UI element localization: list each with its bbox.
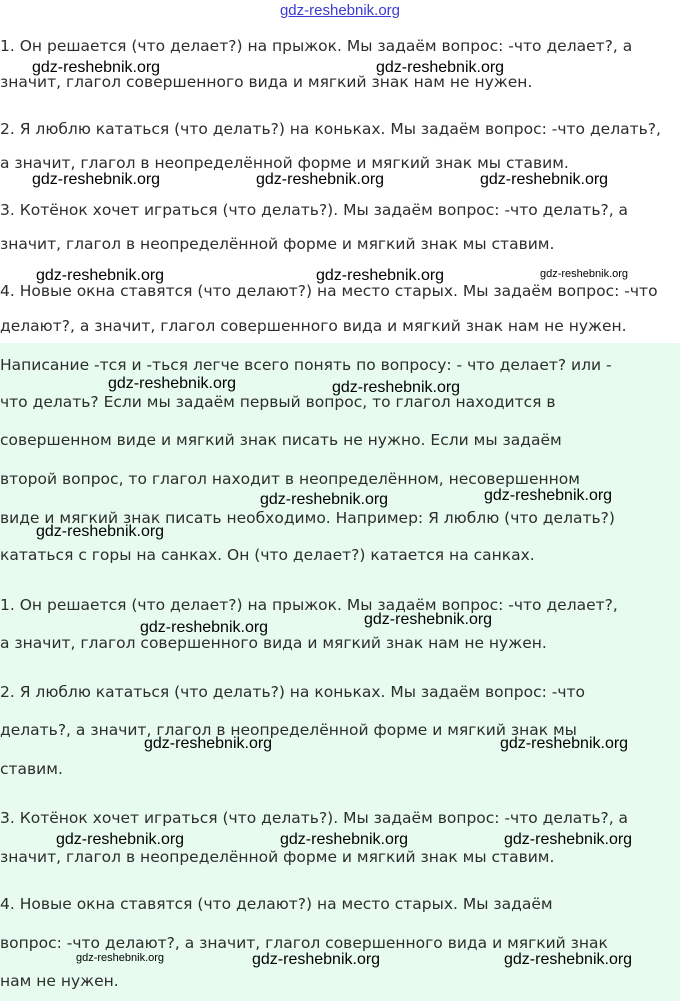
- text-line: ставим.: [0, 760, 63, 778]
- text-line: 1. Он решается (что делает?) на прыжок. Мы задаём вопрос: -что делает?, а: [0, 37, 633, 55]
- watermark: gdz-reshebnik.org: [36, 523, 165, 540]
- text-line: второй вопрос, то глагол находит в неопределённом, несовершенном: [0, 470, 580, 488]
- text-line: 3. Котёнок хочет играться (что делать?). Мы задаём вопрос: -что делать?, а: [0, 201, 629, 219]
- text-line: кататься с горы на санках. Он (что делает?) катается на санках.: [0, 546, 535, 564]
- text-line: 2. Я люблю кататься (что делать?) на коньках. Мы задаём вопрос: -что: [0, 683, 586, 701]
- text-line: делать?, а значит, глагол в неопределённой форме и мягкий знак мы: [0, 721, 577, 739]
- watermark: gdz-reshebnik.org: [484, 487, 613, 504]
- watermark: gdz-reshebnik.org: [76, 952, 165, 964]
- watermark: gdz-reshebnik.org: [280, 831, 409, 848]
- watermark: gdz-reshebnik.org: [36, 267, 165, 284]
- watermark: gdz-reshebnik.org: [108, 375, 237, 392]
- watermark: gdz-reshebnik.org: [260, 491, 389, 508]
- watermark: gdz-reshebnik.org: [376, 59, 505, 76]
- text-line: значит, глагол в неопределённой форме и мягкий знак мы ставим.: [0, 848, 555, 866]
- text-line: 4. Новые окна ставятся (что делают?) на место старых. Мы задаём: [0, 895, 553, 913]
- watermark: gdz-reshebnik.org: [504, 831, 633, 848]
- text-line: что делать? Если мы задаём первый вопрос, то глагол находится в: [0, 393, 556, 411]
- text-line: совершенном виде и мягкий знак писать не нужно. Если мы задаём: [0, 431, 562, 449]
- text-line: виде и мягкий знак писать необходимо. Например: Я люблю (что делать?): [0, 509, 615, 527]
- text-line: делают?, а значит, глагол совершенного вида и мягкий знак нам не нужен.: [0, 317, 627, 335]
- text-line: значит, глагол в неопределённой форме и мягкий знак мы ставим.: [0, 235, 555, 253]
- watermark: gdz-reshebnik.org: [540, 268, 629, 280]
- watermark: gdz-reshebnik.org: [504, 951, 633, 968]
- text-line: Написание -тся и -ться легче всего понять по вопросу: - что делает? или -: [0, 356, 612, 374]
- text-line: нам не нужен.: [0, 972, 119, 990]
- watermark: gdz-reshebnik.org: [332, 379, 461, 396]
- watermark: gdz-reshebnik.org: [480, 171, 609, 188]
- text-line: 1. Он решается (что делает?) на прыжок. Мы задаём вопрос: -что делает?,: [0, 596, 618, 614]
- text-line: 2. Я люблю кататься (что делать?) на коньках. Мы задаём вопрос: -что делать?,: [0, 120, 661, 138]
- text-line: 3. Котёнок хочет играться (что делать?). Мы задаём вопрос: -что делать?, а: [0, 809, 629, 827]
- text-line: а значит, глагол в неопределённой форме и мягкий знак мы ставим.: [0, 154, 569, 172]
- watermark: gdz-reshebnik.org: [316, 267, 445, 284]
- watermark: gdz-reshebnik.org: [56, 831, 185, 848]
- text-line: значит, глагол совершенного вида и мягкий знак нам не нужен.: [0, 73, 533, 91]
- watermark: gdz-reshebnik.org: [256, 171, 385, 188]
- text-line: вопрос: -что делают?, а значит, глагол совершенного вида и мягкий знак: [0, 934, 608, 952]
- watermark: gdz-reshebnik.org: [32, 171, 161, 188]
- text-line: а значит, глагол совершенного вида и мягкий знак нам не нужен.: [0, 634, 547, 652]
- site-header-link[interactable]: gdz-reshebnik.org: [279, 2, 401, 19]
- watermark: gdz-reshebnik.org: [140, 619, 269, 636]
- watermark: gdz-reshebnik.org: [364, 611, 493, 628]
- watermark: gdz-reshebnik.org: [32, 59, 161, 76]
- watermark: gdz-reshebnik.org: [144, 735, 273, 752]
- watermark: gdz-reshebnik.org: [252, 951, 381, 968]
- watermark: gdz-reshebnik.org: [500, 735, 629, 752]
- text-line: 4. Новые окна ставятся (что делают?) на место старых. Мы задаём вопрос: -что: [0, 282, 658, 300]
